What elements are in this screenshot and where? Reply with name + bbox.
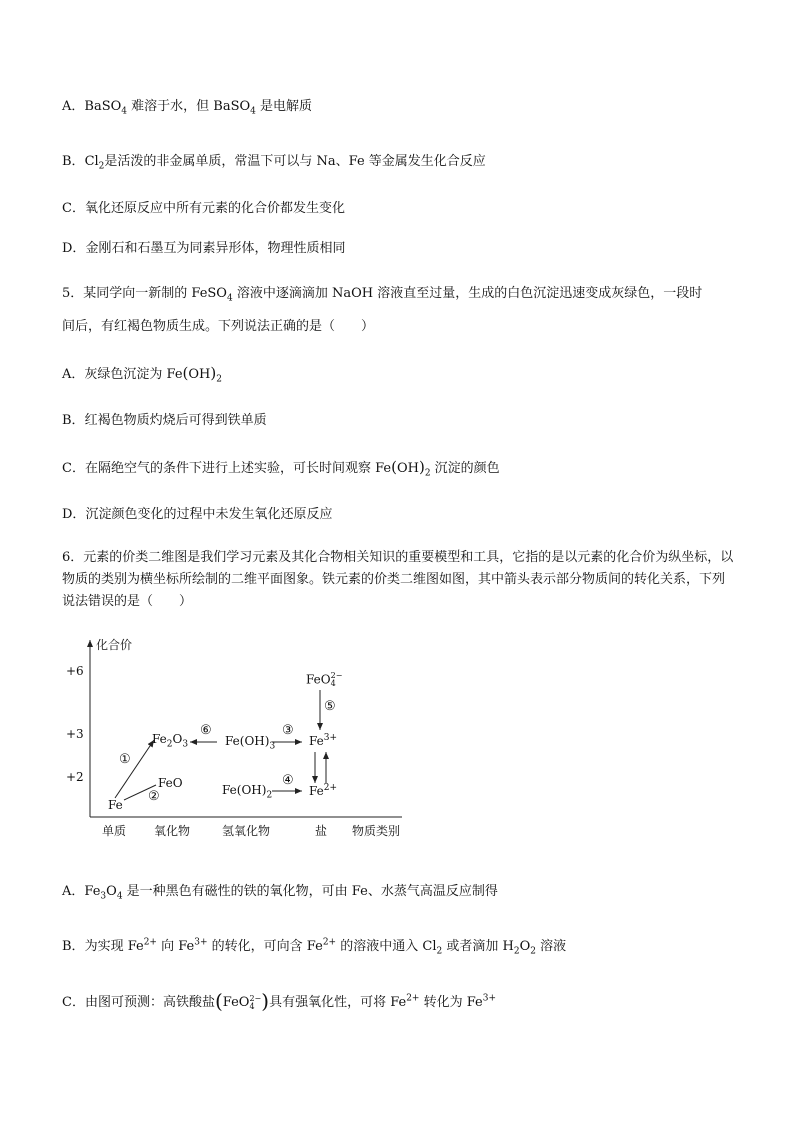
q5-option-a: A．灰绿色沉淀为 $Fe(OH)_2$ <box>62 364 222 385</box>
y-tick-plus6: +6 <box>66 664 84 678</box>
species-feoh2: $Fe(OH)_2$ <box>222 783 273 801</box>
q5-option-d: D．沉淀颜色变化的过程中未发生氧化还原反应 <box>62 507 333 522</box>
q5-stem-line2: 间后，有红褐色物质生成。下列说法正确的是（ ） <box>62 319 375 334</box>
step-2-marker: ② <box>148 789 160 804</box>
q4-option-c: C．氧化还原反应中所有元素的化合价都发生变化 <box>62 201 345 216</box>
q6-stem: 6．元素的价类二维图是我们学习元素及其化合物相关知识的重要模型和工具，它指的是以元素的化合价为纵坐标，以物质的类别为横坐标所绘制的二维平面图象。铁元素的价类二维图如图，其中箭头表示部分物质间的转化关系，下列说法错误的是（ ） <box>62 550 734 609</box>
y-tick-plus3: +3 <box>66 727 84 741</box>
step-4-marker: ④ <box>282 773 294 788</box>
q5-stem-line1: 5．某同学向一新制的 FeSO$_4$ 溶液中逐滴滴加 NaOH 溶液直至过量，生成的白色沉淀迅速变成灰绿色，一段时 <box>62 286 703 304</box>
q4-option-a: A．BaSO$_4$ 难溶于水，但 BaSO$_4$ 是电解质 <box>62 99 313 117</box>
q5-option-c: C．在隔绝空气的条件下进行上述实验，可长时间观察 $Fe(OH)_2$ 沉淀的颜色 <box>62 458 500 479</box>
species-fe2plus: $Fe^{2+}$ <box>309 783 338 798</box>
x-cat-oxide: 氧化物 <box>154 824 191 838</box>
q6-option-a: A．$Fe_3O_4$ 是一种黑色有磁性的铁的氧化物，可由 Fe、水蒸气高温反应制得 <box>62 884 498 902</box>
q6-option-c: C．由图可预测：高铁酸盐(FeO 2− 4 )具有强氧化性，可将 $Fe^{2+}$ 转化为 $Fe^{3+}$ <box>62 989 497 1013</box>
species-feoh3: $Fe(OH)_3$ <box>225 734 276 752</box>
x-axis-title: 物质类别 <box>352 824 401 838</box>
x-cat-elemental: 单质 <box>102 824 127 838</box>
species-feo: FeO <box>158 776 183 790</box>
x-cat-hydroxide: 氢氧化物 <box>222 824 271 838</box>
y-tick-plus2: +2 <box>66 770 84 784</box>
step-1-marker: ① <box>119 752 131 767</box>
x-cat-salt: 盐 <box>315 824 328 838</box>
q5-option-b: B．红褐色物质灼烧后可得到铁单质 <box>62 413 267 428</box>
species-fe3plus: $Fe^{3+}$ <box>309 733 338 748</box>
species-fe2o3: $Fe_2O_3$ <box>152 732 189 750</box>
species-fe: Fe <box>108 798 123 812</box>
q6-option-b: B．为实现 $Fe^{2+}$ 向 $Fe^{3+}$ 的转化，可向含 $Fe^{2+}$ 的溶液中通入 $Cl_2$ 或者滴加 $H_2O_2$ 溶液 <box>62 937 567 957</box>
step-3-marker: ③ <box>282 723 294 738</box>
step-5-marker: ⑤ <box>324 699 336 714</box>
iron-valence-class-diagram <box>62 630 422 840</box>
q4-option-d: D．金刚石和石墨互为同素异形体，物理性质相同 <box>62 241 346 256</box>
y-axis-title: 化合价 <box>96 638 133 652</box>
step-6-marker: ⑥ <box>200 723 212 738</box>
q4-option-b: B．$Cl_2$是活泼的非金属单质，常温下可以与 Na、Fe 等金属发生化合反应 <box>62 154 486 172</box>
species-ferrate: FeO 2− 4 <box>306 671 343 688</box>
